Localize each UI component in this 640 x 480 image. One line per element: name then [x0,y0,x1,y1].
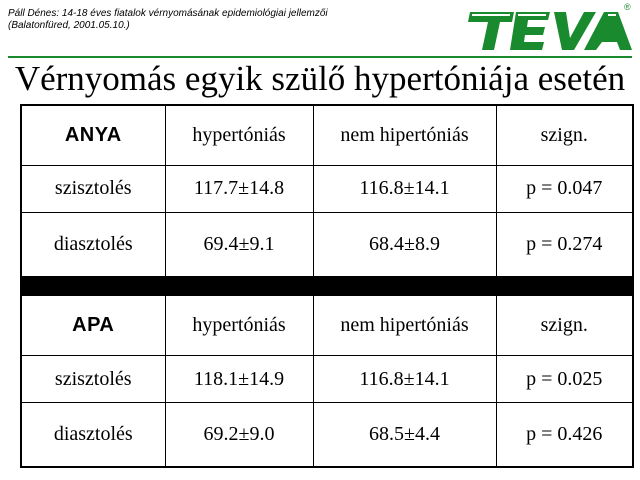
page-title: Vérnyomás egyik szülő hypertóniája esetén [14,59,626,98]
table-cell: p = 0.025 [496,356,633,403]
column-header: hypertóniás [165,296,313,356]
column-header: szign. [496,296,633,356]
row-label: diasztolés [21,212,165,276]
column-header: hypertóniás [165,105,313,165]
group-label-apa: APA [21,296,165,356]
source-note-line-1: Páll Dénes: 14-18 éves fiatalok vérnyomásának epidemiológiai jellemzői [8,8,328,19]
table-row [21,212,633,276]
column-header: nem hipertóniás [313,105,496,165]
table-header-row-anya [21,105,633,165]
row-label: szisztolés [21,165,165,212]
table-cell: p = 0.426 [496,403,633,467]
teva-logo-text: TEVA [468,8,471,9]
table-row [21,165,633,212]
group-separator [21,276,633,296]
table-cell: 116.8±14.1 [313,165,496,212]
table-cell: 68.5±4.4 [313,403,496,467]
row-label: szisztolés [21,356,165,403]
source-note [8,8,348,32]
table-cell: 69.4±9.1 [165,212,313,276]
table-cell: 116.8±14.1 [313,356,496,403]
table-cell: p = 0.274 [496,212,633,276]
source-note-line-2: (Balatonfüred, 2001.05.10.) [8,20,130,31]
teva-logo [468,8,636,54]
table-cell: 68.4±8.9 [313,212,496,276]
group-label-anya: ANYA [21,105,165,165]
registered-mark: ® [624,2,631,12]
separator-bar [21,276,633,296]
column-header: szign. [496,105,633,165]
table-cell: 118.1±14.9 [165,356,313,403]
table-row [21,356,633,403]
column-header: nem hipertóniás [313,296,496,356]
table-row [21,403,633,467]
row-label: diasztolés [21,403,165,467]
table-cell: 69.2±9.0 [165,403,313,467]
table-header-row-apa [21,296,633,356]
table-cell: 117.7±14.8 [165,165,313,212]
blood-pressure-table [20,104,634,468]
table-cell: p = 0.047 [496,165,633,212]
